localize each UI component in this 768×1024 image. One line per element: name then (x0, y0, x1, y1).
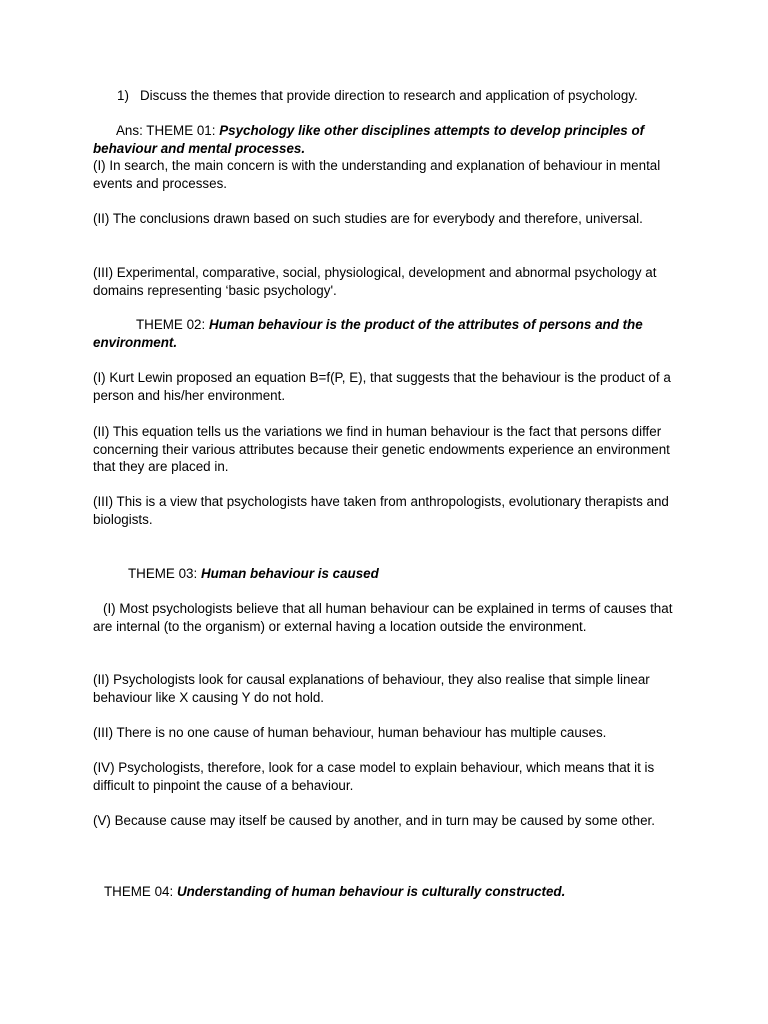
theme-04-title: Understanding of human behaviour is culturally constructed. (176, 884, 566, 899)
theme-03-prefix: THEME 03: (128, 566, 201, 581)
question-text: Discuss the themes that provide direction to research and application of psychology. (140, 88, 638, 103)
theme-01-point-3: (III) Experimental, comparative, social, physiological, development and abnormal psychology at domains representing ‘basic psychology'. (93, 265, 657, 298)
theme-03-point-1: (I) Most psychologists believe that all human behaviour can be explained in terms of causes that are internal (to the organism) or external having a location outside the environment. (93, 601, 673, 634)
theme-01-prefix: Ans: THEME 01: (116, 123, 220, 138)
theme-02-heading (93, 316, 685, 351)
theme-01-title: Psychology like other disciplines attempts to develop principles of behaviour and mental processes. (93, 123, 645, 156)
theme-02-title: Human behaviour is the product of the attributes of persons and the environment. (93, 317, 643, 350)
theme-01-heading (93, 122, 685, 157)
theme-03-title: Human behaviour is caused (200, 566, 379, 581)
theme-04-prefix: THEME 04: (104, 884, 177, 899)
theme-03-point-4: (IV) Psychologists, therefore, look for a case model to explain behaviour, which means that it is difficult to pinpoint the cause of a behaviour. (93, 760, 655, 793)
theme-03-heading (93, 565, 685, 583)
theme-03-point-5: (V) Because cause may itself be caused by another, and in turn may be caused by some other. (93, 813, 655, 828)
theme-02-point-2: (II) This equation tells us the variations we find in human behaviour is the fact that persons differ concerning their various attributes because their genetic endowments experience an environment that they are placed in. (93, 424, 670, 475)
theme-02-point-3: (III) This is a view that psychologists have taken from anthropologists, evolutionary therapists and biologists. (93, 494, 669, 527)
question-line (117, 87, 697, 105)
theme-03-point-2: (II) Psychologists look for causal explanations of behaviour, they also realise that simple linear behaviour like X causing Y do not hold. (93, 672, 650, 705)
theme-03-point-3: (III) There is no one cause of human behaviour, human behaviour has multiple causes. (93, 725, 607, 740)
question-number: 1) (117, 88, 129, 103)
theme-01-point-2: (II) The conclusions drawn based on such studies are for everybody and therefore, universal. (93, 211, 643, 226)
theme-02-point-1: (I) Kurt Lewin proposed an equation B=f(P, E), that suggests that the behaviour is the product of a person and his/her environment. (93, 370, 671, 403)
theme-04-heading (93, 883, 685, 901)
theme-01-point-1: (I) In search, the main concern is with the understanding and explanation of behaviour in mental events and processes. (93, 158, 661, 191)
theme-02-prefix: THEME 02: (136, 317, 209, 332)
